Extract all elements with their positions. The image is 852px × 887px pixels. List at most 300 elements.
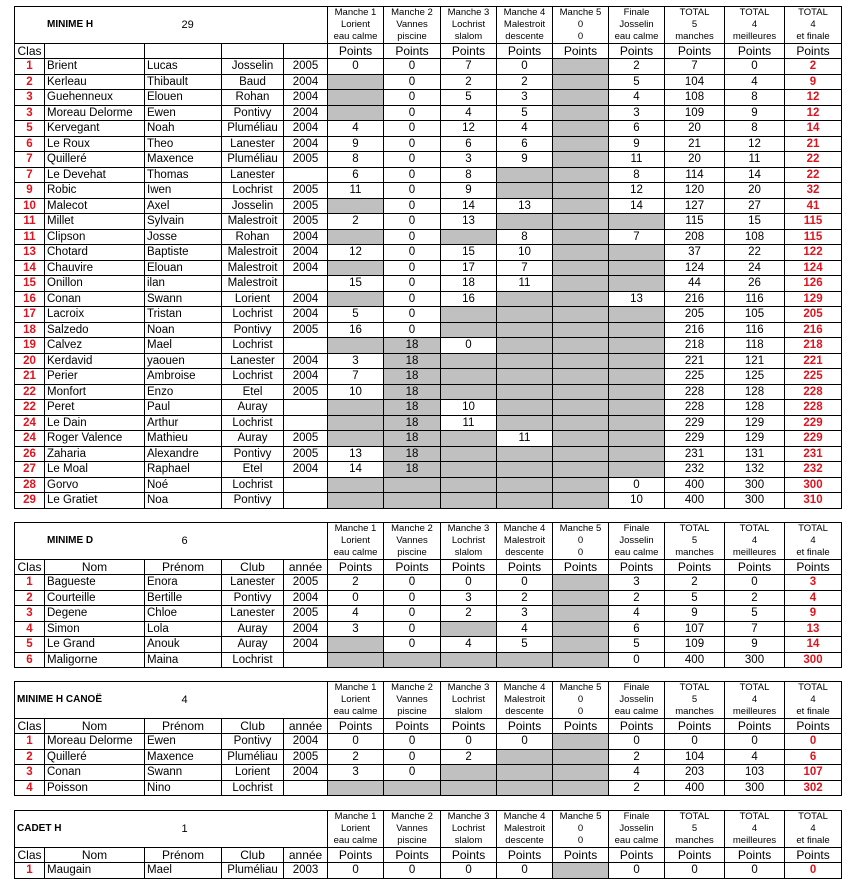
- column-label-nom: Nom: [45, 719, 145, 734]
- round-header-line: Finale: [623, 682, 650, 693]
- round-points-3: 15: [441, 245, 497, 261]
- total-5-rounds: 218: [665, 338, 725, 354]
- round-points-4: [497, 291, 553, 307]
- round-points-3: 9: [441, 183, 497, 199]
- round-header-line: Manche 1: [334, 811, 377, 822]
- competitor-row: [15, 260, 842, 276]
- round-points-5: [553, 214, 609, 230]
- points-label: Points: [384, 560, 441, 575]
- round-points-6: [609, 400, 665, 416]
- round-header-line: Manche 4: [503, 682, 546, 693]
- total-5-rounds: 400: [665, 780, 725, 796]
- birth-year: 2005: [284, 183, 328, 199]
- birth-year: 2004: [284, 245, 328, 261]
- round-points-1: [328, 415, 384, 431]
- round-header-line: Manche 5: [559, 811, 602, 822]
- round-points-4: 13: [497, 198, 553, 214]
- total-5-rounds: 225: [665, 369, 725, 385]
- total-4-best: 121: [725, 353, 785, 369]
- column-label-club: Club: [222, 719, 284, 734]
- total-4-best: 300: [725, 652, 785, 668]
- round-points-1: 0: [328, 590, 384, 606]
- round-points-6: [609, 214, 665, 230]
- round-points-3: 4: [441, 105, 497, 121]
- round-points-2: 0: [384, 121, 441, 137]
- round-points-5: [553, 276, 609, 292]
- round-points-1: [328, 198, 384, 214]
- round-points-4: 4: [497, 621, 553, 637]
- competitor-row: [15, 90, 842, 106]
- last-name: Courteille: [45, 590, 145, 606]
- total-5-rounds: 232: [665, 462, 725, 478]
- round-header-line: descente: [505, 547, 544, 558]
- round-points-1: [328, 74, 384, 90]
- round-header-line: et finale: [796, 547, 830, 558]
- rank: 16: [15, 291, 45, 307]
- round-points-6: 6: [609, 121, 665, 137]
- round-points-6: 3: [609, 105, 665, 121]
- birth-year: 2004: [284, 765, 328, 781]
- birth-year: 2005: [284, 59, 328, 75]
- round-header-4: [497, 7, 553, 44]
- round-points-3: 0: [441, 575, 497, 591]
- birth-year: [284, 276, 328, 292]
- round-header-line: eau calme: [614, 547, 659, 558]
- birth-year: 2004: [284, 307, 328, 323]
- total-4-best: 125: [725, 369, 785, 385]
- category-count: 1: [222, 811, 328, 848]
- club: Lochrist: [222, 307, 284, 323]
- total-4-best: 103: [725, 765, 785, 781]
- birth-year: [284, 493, 328, 509]
- round-points-6: [609, 446, 665, 462]
- birth-year: [284, 780, 328, 796]
- round-points-2: 0: [384, 637, 441, 653]
- round-points-2: 0: [384, 152, 441, 168]
- last-name: Maugain: [45, 863, 145, 879]
- round-header-line: 5: [691, 694, 698, 705]
- round-points-1: 16: [328, 322, 384, 338]
- round-points-2: 18: [384, 400, 441, 416]
- rank: 7: [15, 167, 45, 183]
- birth-year: 2004: [284, 734, 328, 750]
- competitor-row: [15, 431, 842, 447]
- round-points-5: [553, 637, 609, 653]
- competitor-row: [15, 353, 842, 369]
- total-5-rounds: 120: [665, 183, 725, 199]
- round-header-line: eau calme: [614, 835, 659, 846]
- last-name: Millet: [45, 214, 145, 230]
- round-header-line: TOTAL: [739, 7, 770, 18]
- total-4-best: 116: [725, 291, 785, 307]
- round-header-line: Josselin: [619, 535, 654, 546]
- birth-year: 2005: [284, 431, 328, 447]
- column-label-club: Club: [222, 560, 284, 575]
- round-points-2: 0: [384, 590, 441, 606]
- round-points-3: [441, 446, 497, 462]
- rank: 3: [15, 90, 45, 106]
- first-name: Lola: [145, 621, 222, 637]
- round-points-1: 12: [328, 245, 384, 261]
- round-header-line: TOTAL: [798, 682, 828, 693]
- round-header-line: Manche 3: [447, 811, 490, 822]
- club: Lanester: [222, 353, 284, 369]
- round-points-5: [553, 749, 609, 765]
- round-points-3: 0: [441, 338, 497, 354]
- column-labels-row: [15, 44, 842, 59]
- club: Pontivy: [222, 322, 284, 338]
- round-header-line: TOTAL: [679, 523, 710, 534]
- round-points-2: 18: [384, 338, 441, 354]
- competitor-row: [15, 765, 842, 781]
- column-label-club: Club: [222, 848, 284, 863]
- points-label: Points: [553, 560, 609, 575]
- category-name: MINIME H CANOË: [15, 682, 222, 719]
- first-name: Mathieu: [145, 431, 222, 447]
- round-header-line: eau calme: [333, 31, 378, 42]
- points-label: Points: [384, 848, 441, 863]
- round-points-4: 11: [497, 276, 553, 292]
- column-label-annee: [284, 44, 328, 59]
- column-labels-row: [15, 560, 842, 575]
- round-points-4: [497, 477, 553, 493]
- round-header-line: Manche 3: [447, 523, 490, 534]
- round-points-5: [553, 462, 609, 478]
- round-header-line: eau calme: [333, 835, 378, 846]
- round-header-4: [497, 523, 553, 560]
- points-label: Points: [441, 848, 497, 863]
- round-points-5: [553, 59, 609, 75]
- club: Lanester: [222, 575, 284, 591]
- total-5-rounds: 231: [665, 446, 725, 462]
- birth-year: 2004: [284, 105, 328, 121]
- round-header-line: Lochrist: [451, 19, 486, 30]
- round-points-6: 6: [609, 621, 665, 637]
- round-points-1: 4: [328, 606, 384, 622]
- total-with-final: 115: [785, 229, 842, 245]
- points-label: Points: [609, 848, 665, 863]
- first-name: Ewen: [145, 105, 222, 121]
- club: Malestroit: [222, 245, 284, 261]
- round-points-6: 2: [609, 59, 665, 75]
- round-points-4: [497, 462, 553, 478]
- birth-year: [284, 400, 328, 416]
- club: Lochrist: [222, 652, 284, 668]
- round-points-6: [609, 384, 665, 400]
- round-header-line: slalom: [454, 835, 483, 846]
- first-name: Maina: [145, 652, 222, 668]
- round-points-4: 0: [497, 863, 553, 879]
- competitor-row: [15, 384, 842, 400]
- round-points-4: [497, 780, 553, 796]
- round-header-line: manches: [675, 706, 714, 717]
- column-label-clas: Clas: [15, 719, 45, 734]
- total-with-final: 310: [785, 493, 842, 509]
- round-points-5: [553, 446, 609, 462]
- round-points-3: 6: [441, 136, 497, 152]
- total-with-final: 300: [785, 477, 842, 493]
- total-5-rounds: 104: [665, 74, 725, 90]
- total-5-rounds: 0: [665, 734, 725, 750]
- round-points-2: 0: [384, 214, 441, 230]
- round-header-line: et finale: [796, 31, 830, 42]
- total-with-final: 218: [785, 338, 842, 354]
- competitor-row: [15, 415, 842, 431]
- round-points-5: [553, 353, 609, 369]
- round-header-line: Finale: [623, 7, 650, 18]
- round-points-4: [497, 369, 553, 385]
- total-5-rounds: 20: [665, 121, 725, 137]
- category-count: 4: [222, 682, 328, 719]
- club: Baud: [222, 74, 284, 90]
- points-label: Points: [441, 719, 497, 734]
- column-label-prenom: Prénom: [145, 719, 222, 734]
- total-4-best: 108: [725, 229, 785, 245]
- club: Auray: [222, 621, 284, 637]
- points-label: Points: [785, 560, 842, 575]
- first-name: Elouan: [145, 260, 222, 276]
- total-4-best: 9: [725, 637, 785, 653]
- round-header-line: Manche 4: [503, 811, 546, 822]
- round-points-3: 5: [441, 90, 497, 106]
- total-with-final: 9: [785, 606, 842, 622]
- total-4-best: 15: [725, 214, 785, 230]
- round-points-1: 9: [328, 136, 384, 152]
- last-name: Robic: [45, 183, 145, 199]
- round-header-line: 5: [691, 19, 698, 30]
- points-label: Points: [785, 44, 842, 59]
- round-header-line: Manche 2: [391, 811, 433, 822]
- round-points-4: 0: [497, 575, 553, 591]
- total-5-rounds: 20: [665, 152, 725, 168]
- round-points-2: 0: [384, 749, 441, 765]
- total-5-rounds: 203: [665, 765, 725, 781]
- round-points-5: [553, 136, 609, 152]
- total-4-best: 0: [725, 59, 785, 75]
- round-points-3: [441, 384, 497, 400]
- round-points-5: [553, 369, 609, 385]
- round-header-line: 0: [577, 694, 584, 705]
- last-name: Le Grand: [45, 637, 145, 653]
- last-name: Chotard: [45, 245, 145, 261]
- birth-year: 2004: [284, 353, 328, 369]
- club: Pontivy: [222, 446, 284, 462]
- first-name: Raphael: [145, 462, 222, 478]
- round-header-line: Malestroit: [503, 694, 546, 705]
- round-header-line: Lorient: [341, 823, 371, 834]
- round-points-2: 18: [384, 415, 441, 431]
- total-with-final: 229: [785, 415, 842, 431]
- round-points-5: [553, 121, 609, 137]
- round-points-5: [553, 183, 609, 199]
- round-header-line: et finale: [796, 835, 830, 846]
- round-points-1: 8: [328, 152, 384, 168]
- round-points-5: [553, 590, 609, 606]
- total-4-best: 132: [725, 462, 785, 478]
- club: Pontivy: [222, 493, 284, 509]
- competitor-row: [15, 369, 842, 385]
- total-4-best: 7: [725, 621, 785, 637]
- total-5-rounds: 229: [665, 431, 725, 447]
- birth-year: 2005: [284, 446, 328, 462]
- points-label: Points: [328, 560, 384, 575]
- points-label: Points: [725, 44, 785, 59]
- round-points-6: 3: [609, 575, 665, 591]
- first-name: Maxence: [145, 749, 222, 765]
- points-label: Points: [609, 560, 665, 575]
- rank: 4: [15, 621, 45, 637]
- round-header-line: Malestroit: [503, 823, 546, 834]
- total-with-final: 205: [785, 307, 842, 323]
- last-name: Lacroix: [45, 307, 145, 323]
- round-header-9: [785, 523, 842, 560]
- round-points-4: 10: [497, 245, 553, 261]
- total-4-best: 2: [725, 590, 785, 606]
- club: Auray: [222, 431, 284, 447]
- points-label: Points: [665, 719, 725, 734]
- club: Etel: [222, 462, 284, 478]
- round-points-4: 2: [497, 590, 553, 606]
- competitor-row: [15, 214, 842, 230]
- round-points-2: 18: [384, 446, 441, 462]
- round-points-6: 5: [609, 74, 665, 90]
- total-5-rounds: 127: [665, 198, 725, 214]
- last-name: Malecot: [45, 198, 145, 214]
- round-points-4: 6: [497, 136, 553, 152]
- rank: 2: [15, 590, 45, 606]
- round-points-4: 11: [497, 431, 553, 447]
- club: Pontivy: [222, 734, 284, 750]
- rank: 26: [15, 446, 45, 462]
- rank: 5: [15, 637, 45, 653]
- birth-year: 2003: [284, 863, 328, 879]
- round-points-6: 0: [609, 734, 665, 750]
- last-name: Quilleré: [45, 749, 145, 765]
- first-name: Sylvain: [145, 214, 222, 230]
- last-name: Moreau Delorme: [45, 734, 145, 750]
- points-label: Points: [553, 44, 609, 59]
- round-header-line: Manche 5: [559, 523, 602, 534]
- rank: 7: [15, 152, 45, 168]
- round-points-5: [553, 105, 609, 121]
- total-5-rounds: 2: [665, 575, 725, 591]
- first-name: Elouen: [145, 90, 222, 106]
- total-with-final: 12: [785, 105, 842, 121]
- last-name: Roger Valence: [45, 431, 145, 447]
- total-4-best: 9: [725, 105, 785, 121]
- round-points-6: [609, 276, 665, 292]
- round-points-6: 2: [609, 590, 665, 606]
- round-header-3: [441, 523, 497, 560]
- round-header-line: Vannes: [396, 19, 428, 30]
- club: Lanester: [222, 167, 284, 183]
- round-points-4: [497, 214, 553, 230]
- round-header-line: meilleures: [732, 31, 777, 42]
- total-5-rounds: 205: [665, 307, 725, 323]
- total-with-final: 225: [785, 369, 842, 385]
- points-label: Points: [725, 560, 785, 575]
- birth-year: [284, 477, 328, 493]
- points-label: Points: [384, 44, 441, 59]
- rank: 29: [15, 493, 45, 509]
- club: Auray: [222, 400, 284, 416]
- first-name: Anouk: [145, 637, 222, 653]
- first-name: Thibault: [145, 74, 222, 90]
- round-header-line: slalom: [454, 706, 483, 717]
- points-label: Points: [553, 848, 609, 863]
- round-header-5: [553, 811, 609, 848]
- round-points-4: [497, 384, 553, 400]
- total-with-final: 221: [785, 353, 842, 369]
- round-header-line: Malestroit: [503, 19, 546, 30]
- round-header-line: TOTAL: [798, 811, 828, 822]
- birth-year: 2005: [284, 214, 328, 230]
- round-header-line: TOTAL: [798, 7, 828, 18]
- round-points-4: [497, 307, 553, 323]
- round-header-line: Malestroit: [503, 535, 546, 546]
- column-label-clas: Clas: [15, 44, 45, 59]
- round-points-4: [497, 415, 553, 431]
- rank: 28: [15, 477, 45, 493]
- round-header-line: Manche 2: [391, 523, 433, 534]
- round-header-6: [609, 682, 665, 719]
- points-label: Points: [609, 44, 665, 59]
- total-with-final: 216: [785, 322, 842, 338]
- round-points-4: 3: [497, 606, 553, 622]
- round-header-line: 5: [691, 823, 698, 834]
- total-5-rounds: 109: [665, 105, 725, 121]
- round-header-line: Vannes: [396, 694, 428, 705]
- round-points-5: [553, 384, 609, 400]
- rank: 11: [15, 229, 45, 245]
- round-points-5: [553, 652, 609, 668]
- round-points-2: 0: [384, 322, 441, 338]
- club: Rohan: [222, 229, 284, 245]
- rank: 24: [15, 431, 45, 447]
- competitor-row: [15, 198, 842, 214]
- round-points-6: [609, 462, 665, 478]
- first-name: Swann: [145, 291, 222, 307]
- round-header-line: descente: [505, 835, 544, 846]
- round-points-4: 4: [497, 121, 553, 137]
- round-header-4: [497, 811, 553, 848]
- club: Pluméliau: [222, 121, 284, 137]
- round-points-1: 2: [328, 214, 384, 230]
- column-label-club: [222, 44, 284, 59]
- birth-year: 2004: [284, 637, 328, 653]
- round-points-4: 8: [497, 229, 553, 245]
- round-points-1: [328, 291, 384, 307]
- results-table-minime-d: [14, 522, 842, 668]
- competitor-row: [15, 590, 842, 606]
- last-name: Maligorne: [45, 652, 145, 668]
- total-5-rounds: 400: [665, 477, 725, 493]
- club: Pluméliau: [222, 749, 284, 765]
- round-points-4: [497, 183, 553, 199]
- rank: 15: [15, 276, 45, 292]
- first-name: Chloe: [145, 606, 222, 622]
- round-points-1: 11: [328, 183, 384, 199]
- round-points-1: [328, 477, 384, 493]
- competitor-row: [15, 575, 842, 591]
- column-label-annee: année: [284, 848, 328, 863]
- total-4-best: 0: [725, 734, 785, 750]
- rank: 20: [15, 353, 45, 369]
- total-4-best: 4: [725, 74, 785, 90]
- column-label-nom: Nom: [45, 560, 145, 575]
- round-header-3: [441, 682, 497, 719]
- round-points-5: [553, 198, 609, 214]
